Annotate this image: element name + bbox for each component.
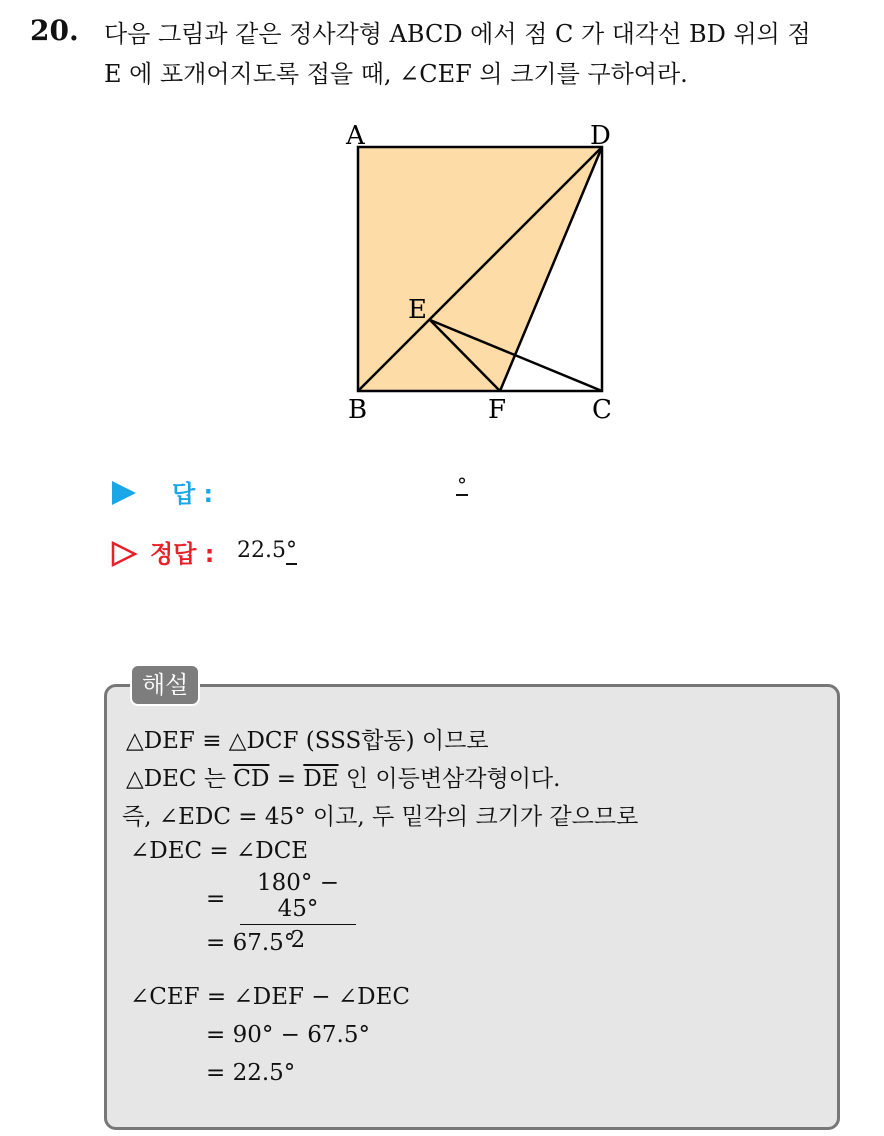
answer-label: 답 :	[172, 480, 214, 508]
question-line-2: E 에 포개어지도록 접을 때, ∠CEF 의 크기를 구하여라.	[104, 60, 688, 88]
correct-label: 정답 :	[150, 540, 215, 568]
label-E: E	[408, 295, 427, 325]
label-C: C	[592, 395, 612, 425]
solution-line-2	[126, 760, 560, 793]
question-text	[104, 14, 874, 94]
solution-line-7: ∠CEF = ∠DEF − ∠DEC	[130, 984, 410, 1010]
solution-equals: =	[206, 886, 226, 912]
label-F: F	[488, 395, 507, 425]
correct-value	[237, 538, 297, 563]
segment-cd: $\overline{CD}$	[233, 766, 270, 792]
question-number: 20.	[30, 14, 79, 47]
fraction-denominator: 2	[290, 927, 306, 953]
segment-de: $\overline{DE}$	[303, 766, 339, 792]
play-arrow-icon	[110, 480, 138, 506]
square-figure	[330, 110, 630, 434]
fraction-numerator: 180° − 45°	[240, 870, 356, 925]
solution-line-4: ∠DEC = ∠DCE	[130, 838, 309, 864]
solution-line-8: = 90° − 67.5°	[206, 1022, 370, 1048]
answer-input-blank[interactable]: °	[457, 473, 467, 497]
label-A: A	[346, 121, 365, 151]
solution-line-9: = 22.5°	[206, 1060, 296, 1086]
square-diagram	[330, 110, 630, 430]
play-outline-icon	[110, 540, 138, 568]
solution-l2-post: 인 이등변삼각형이다.	[338, 766, 561, 792]
correct-unit: °	[285, 538, 297, 563]
solution-tag: 해설	[130, 664, 200, 706]
solution-l2-eq: =	[269, 766, 304, 792]
solution-line-3: 즉, ∠EDC = 45° 이고, 두 밑각의 크기가 같으므로	[122, 804, 639, 830]
solution-line-1: △DEF ≡ △DCF (SSS합동) 이므로	[126, 728, 489, 754]
label-D: D	[590, 121, 611, 151]
question-line-1: 다음 그림과 같은 정사각형 ABCD 에서 점 C 가 대각선 BD 위의 점	[104, 20, 811, 48]
solution-line-6: = 67.5°	[206, 930, 296, 956]
correct-number: 22.5	[237, 538, 286, 563]
label-B: B	[348, 395, 368, 425]
solution-l2-pre: △DEC 는	[126, 766, 234, 792]
